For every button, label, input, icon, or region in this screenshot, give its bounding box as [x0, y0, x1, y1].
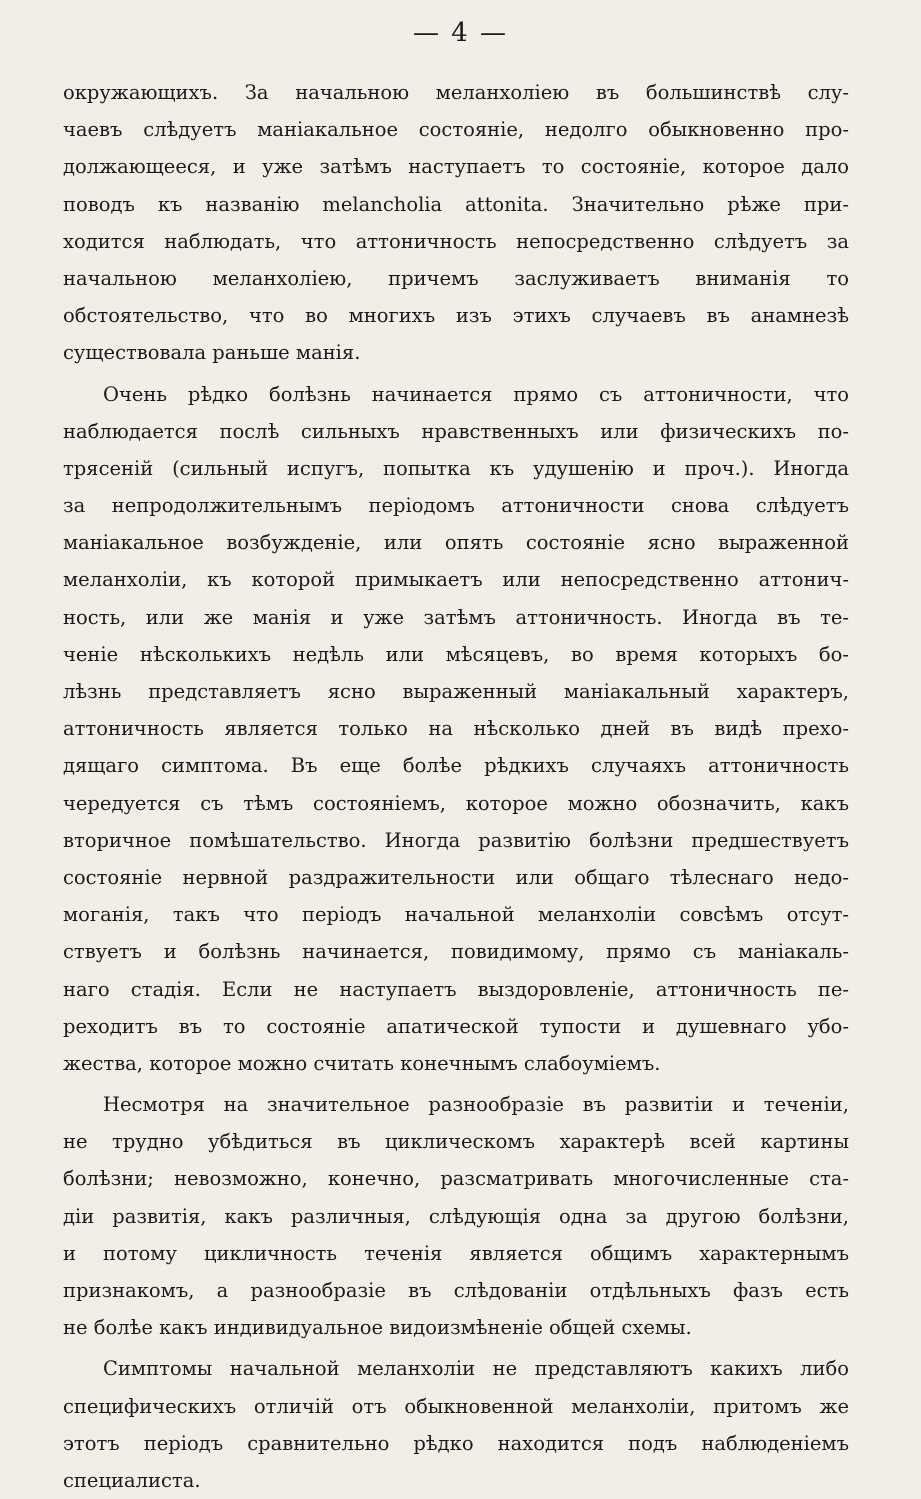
- text-line: окружающихъ. За начальною меланхоліею въ большинствѣ слу-: [63, 81, 849, 104]
- text-line: и потому цикличность теченія является общимъ характернымъ: [63, 1241, 849, 1265]
- body-text: [63, 74, 849, 1499]
- text-line: не болѣе какъ индивидуальное видоизмѣненіе общей схемы.: [63, 1316, 692, 1340]
- text-line: діи развитія, какъ различныя, слѣдующія одна за другою болѣзни,: [63, 1204, 849, 1228]
- text-line: моганія, такъ что періодъ начальной меланхоліи совсѣмъ отсут-: [63, 903, 849, 927]
- paragraph: [63, 1086, 849, 1346]
- text-line: специалиста.: [63, 1468, 201, 1492]
- text-line: ченіе нѣсколькихъ недѣль или мѣсяцевъ, во время которыхъ бо-: [63, 642, 849, 666]
- text-line: обстоятельство, что во многихъ изъ этихъ случаевъ въ анамнезѣ: [63, 304, 849, 328]
- text-line: специфическихъ отличій отъ обыкновенной меланхоліи, притомъ же: [63, 1394, 849, 1418]
- text-line: трясеній (сильный испугъ, попытка къ удушенію и проч.). Иногда: [63, 456, 849, 480]
- text-line: меланхоліи, къ которой примыкаетъ или непосредственно аттонич-: [63, 568, 849, 592]
- text-line: Несмотря на значительное разнообразіе въ развитіи и теченіи,: [103, 1093, 849, 1117]
- paragraph: [63, 74, 849, 372]
- text-line: дящаго симптома. Въ еще болѣе рѣдкихъ случаяхъ аттоничность: [63, 754, 849, 778]
- paragraph: [63, 376, 849, 1083]
- text-line: не трудно убѣдиться въ циклическомъ характерѣ всей картины: [63, 1130, 849, 1154]
- text-line: наблюдается послѣ сильныхъ нравственныхъ или физическихъ по-: [63, 419, 849, 443]
- text-line: ность, или же манія и уже затѣмъ аттоничность. Иногда въ те-: [63, 605, 849, 629]
- text-line: чаевъ слѣдуетъ маніакальное состояніе, недолго обыкновенно про-: [63, 118, 849, 142]
- text-line: наго стадія. Если не наступаетъ выздоровленіе, аттоничность пе-: [63, 977, 849, 1001]
- text-line: этотъ періодъ сравнительно рѣдко находится подъ наблюденіемъ: [63, 1431, 849, 1455]
- text-line: начальною меланхоліею, причемъ заслуживаетъ вниманія то: [63, 266, 849, 290]
- text-line: существовала раньше манія.: [63, 341, 361, 365]
- text-line: вторичное помѣшательство. Иногда развитію болѣзни предшествуетъ: [63, 828, 849, 852]
- text-line: ствуетъ и болѣзнь начинается, повидимому, прямо съ маніакаль-: [63, 940, 849, 964]
- text-line: реходитъ въ то состояніе апатической тупости и душевнаго убо-: [63, 1014, 849, 1038]
- text-line: ходится наблюдать, что аттоничность непосредственно слѣдуетъ за: [63, 229, 849, 253]
- text-line: чередуется съ тѣмъ состояніемъ, которое можно обозначить, какъ: [63, 791, 849, 815]
- page-number: — 4 —: [412, 18, 509, 48]
- text-line: должающееся, и уже затѣмъ наступаетъ то состояніе, которое дало: [63, 155, 849, 179]
- paragraph: [63, 1350, 849, 1499]
- text-line: состояніе нервной раздражительности или общаго тѣлеснаго недо-: [63, 865, 849, 889]
- text-line: аттоничность является только на нѣсколько дней въ видѣ прехо-: [63, 717, 849, 741]
- text-line: Очень рѣдко болѣзнь начинается прямо съ аттоничности, что: [103, 382, 849, 406]
- text-line: признакомъ, а разнообразіе въ слѣдованіи отдѣльныхъ фазъ есть: [63, 1279, 849, 1302]
- text-line: жества, которое можно считать конечнымъ слабоуміемъ.: [63, 1051, 661, 1075]
- text-line: маніакальное возбужденіе, или опять состояніе ясно выраженной: [63, 531, 849, 555]
- text-line: лѣзнь представляетъ ясно выраженный маніакальный характеръ,: [63, 680, 849, 703]
- text-line: поводъ къ названію melancholia attonita. Значительно рѣже при-: [63, 192, 849, 216]
- text-line: за непродолжительнымъ періодомъ аттоничности снова слѣдуетъ: [63, 494, 849, 518]
- text-line: болѣзни; невозможно, конечно, разсматривать многочисленные ста-: [63, 1167, 849, 1191]
- text-line: Симптомы начальной меланхоліи не представляютъ какихъ либо: [103, 1357, 849, 1381]
